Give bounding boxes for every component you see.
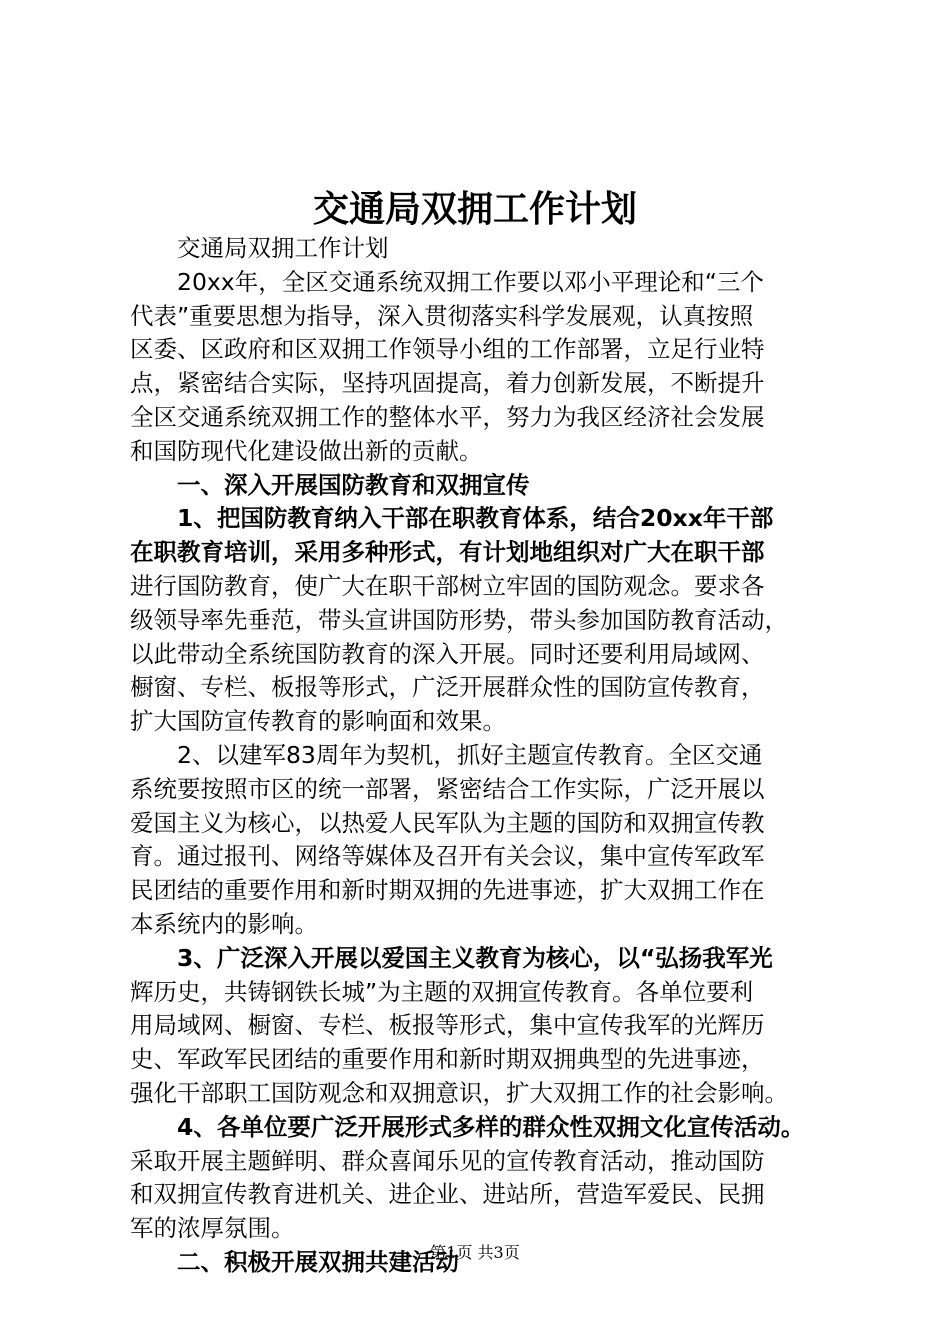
text-line: 用局域网、橱窗、专栏、板报等形式，集中宣传我军的光辉历 [130,1011,765,1040]
text-line: 3、广泛深入开展以爱国主义教育为核心，以“弘扬我军光 [177,943,773,972]
text-line: 交通局双拥工作计划 [177,234,389,262]
document-title: 交通局双拥工作计划 [312,188,637,230]
text-line: 民团结的重要作用和新时期双拥的先进事迹，扩大双拥工作在 [130,876,765,905]
text-line: 军的浓厚氛围。 [130,1214,295,1243]
text-line: 代表”重要思想为指导，深入贯彻落实科学发展观，认真按照 [130,301,754,330]
text-line: 和国防现代化建设做出新的贡献。 [130,436,483,465]
text-line: 扩大国防宣传教育的影响面和效果。 [130,707,506,736]
document-body [130,232,842,1280]
page-footer: 第1页 共3页 [430,1243,520,1262]
text-line: 爱国主义为核心，以热爱人民军队为主题的国防和双拥宣传教 [130,808,765,837]
text-line: 二、积极开展双拥共建活动 [177,1247,459,1276]
text-line: 和双拥宣传教育进机关、进企业、进站所，营造军爱民、民拥 [130,1180,765,1209]
text-line: 强化干部职工国防观念和双拥意识，扩大双拥工作的社会影响。 [130,1078,788,1107]
text-line: 点，紧密结合实际，坚持巩固提高，着力创新发展，不断提升 [130,369,765,398]
text-line: 进行国防教育，使广大在职干部树立牢固的国防观念。要求各 [130,571,765,600]
text-line: 本系统内的影响。 [130,909,318,938]
text-line: 采取开展主题鲜明、群众喜闻乐见的宣传教育活动，推动国防 [130,1146,765,1175]
text-line: 以此带动全系统国防教育的深入开展。同时还要利用局域网、 [130,639,765,668]
text-line: 级领导率先垂范，带头宣讲国防形势，带头参加国防教育活动， [130,605,788,634]
text-line: 辉历史，共铸钢铁长城”为主题的双拥宣传教育。各单位要利 [130,977,754,1006]
text-line: 一、深入开展国防教育和双拥宣传 [177,470,530,499]
text-line: 系统要按照市区的统一部署，紧密结合工作实际，广泛开展以 [130,774,765,803]
text-line: 在职教育培训，采用多种形式，有计划地组织对广大在职干部 [130,538,765,567]
text-line: 史、军政军民团结的重要作用和新时期双拥典型的先进事迹， [130,1045,765,1074]
text-line: 1、把国防教育纳入干部在职教育体系，结合20xx年干部 [177,504,774,533]
text-line: 4、各单位要广泛开展形式多样的群众性双拥文化宣传活动。 [177,1112,805,1141]
text-line: 2、以建军83周年为契机，抓好主题宣传教育。全区交通 [177,740,763,769]
text-line: 育。通过报刊、网络等媒体及召开有关会议，集中宣传军政军 [130,842,765,871]
text-line: 20xx年，全区交通系统双拥工作要以邓小平理论和“三个 [177,267,764,296]
text-line: 区委、区政府和区双拥工作领导小组的工作部署，立足行业特 [130,335,765,364]
text-line: 橱窗、专栏、板报等形式，广泛开展群众性的国防宣传教育， [130,673,765,702]
text-line: 全区交通系统双拥工作的整体水平，努力为我区经济社会发展 [130,402,765,431]
